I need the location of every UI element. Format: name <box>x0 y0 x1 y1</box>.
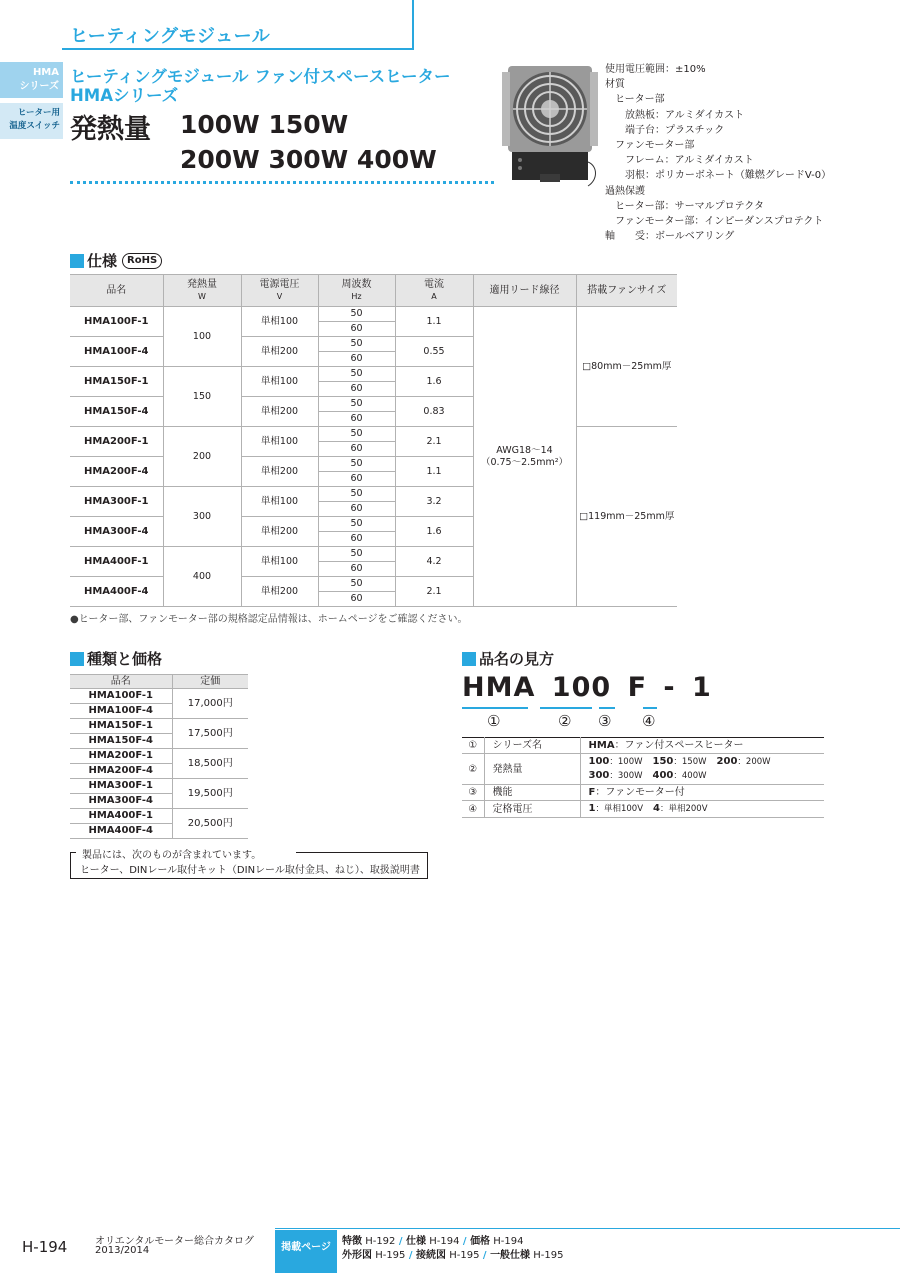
heading-square-icon <box>70 652 84 666</box>
reference-links-row-2 <box>342 1246 563 1261</box>
col-name: 品名 <box>70 275 163 307</box>
frequency-cell: 50 <box>318 427 395 442</box>
frequency-cell: 60 <box>318 322 395 337</box>
current-cell: 3.2 <box>395 487 473 517</box>
voltage-cell: 単相100 <box>241 427 318 457</box>
material-spec-list <box>605 62 831 244</box>
material-line: 過熱保護 <box>605 185 645 197</box>
included-items-text: ヒーター、DINレール取付キット（DINレール取付金具、ねじ）、取扱説明書 <box>80 865 420 876</box>
frequency-cell: 50 <box>318 397 395 412</box>
code-function: F <box>627 672 648 703</box>
price-model-cell: HMA150F-4 <box>70 734 172 749</box>
reference-link[interactable]: 外形図 H-195 <box>342 1250 406 1261</box>
frequency-cell: 60 <box>318 502 395 517</box>
model-name-cell: HMA200F-1 <box>70 427 163 457</box>
switch-tab-line1: ヒーター用 <box>17 108 60 118</box>
model-name-cell: HMA400F-1 <box>70 547 163 577</box>
frequency-cell: 60 <box>318 472 395 487</box>
naming-key: 発熱量 <box>484 754 580 785</box>
reference-link[interactable]: 仕様 H-194 <box>406 1236 460 1247</box>
reference-link[interactable]: 接続図 H-195 <box>416 1250 480 1261</box>
current-cell: 0.83 <box>395 397 473 427</box>
naming-value: 1：単相100V 4：単相200V <box>580 801 824 818</box>
code-dash: - <box>663 672 676 703</box>
heat-cell: 100 <box>163 307 241 367</box>
frequency-cell: 60 <box>318 562 395 577</box>
current-cell: 2.1 <box>395 577 473 607</box>
price-model-cell: HMA100F-1 <box>70 689 172 704</box>
marker-1: ① <box>487 712 501 730</box>
voltage-cell: 単相100 <box>241 307 318 337</box>
material-line: ヒーター部 <box>605 94 665 106</box>
heading-square-icon <box>70 254 84 268</box>
separator: / <box>405 1250 417 1261</box>
model-name-cell: HMA400F-4 <box>70 577 163 607</box>
current-cell: 2.1 <box>395 427 473 457</box>
frequency-cell: 50 <box>318 457 395 472</box>
switch-tab-line2: 温度スイッチ <box>9 121 60 131</box>
material-line: 使用電圧範囲：±10% <box>605 64 706 75</box>
table-row <box>70 307 677 322</box>
naming-key: 機能 <box>484 785 580 801</box>
col-heat: 発熱量 W <box>163 275 241 307</box>
material-line: 材質 <box>605 79 625 91</box>
naming-num: ③ <box>462 785 484 801</box>
price-col-name: 品名 <box>70 675 172 689</box>
heat-cell: 150 <box>163 367 241 427</box>
frequency-cell: 60 <box>318 442 395 457</box>
voltage-cell: 単相200 <box>241 457 318 487</box>
voltage-cell: 単相100 <box>241 367 318 397</box>
price-model-cell: HMA100F-4 <box>70 704 172 719</box>
naming-key: シリーズ名 <box>484 738 580 754</box>
current-cell: 0.55 <box>395 337 473 367</box>
price-model-cell: HMA200F-1 <box>70 749 172 764</box>
frequency-cell: 60 <box>318 532 395 547</box>
product-title: ヒーティングモジュール ファン付スペースヒーター <box>70 67 451 86</box>
price-col-price: 定価 <box>172 675 248 689</box>
reference-link[interactable]: 特徴 H-192 <box>342 1236 396 1247</box>
col-fan: 搭載ファンサイズ <box>576 275 677 307</box>
footer-line <box>275 1228 900 1229</box>
current-cell: 1.6 <box>395 367 473 397</box>
reference-pages-label: 掲載ページ <box>275 1230 337 1273</box>
voltage-cell: 単相200 <box>241 337 318 367</box>
series-tab-line1: HMA <box>32 67 59 78</box>
heat-output-label: 発熱量 <box>70 114 151 145</box>
frequency-cell: 50 <box>318 337 395 352</box>
price-model-cell: HMA400F-1 <box>70 809 172 824</box>
marker-2: ② <box>558 712 572 730</box>
frequency-cell: 50 <box>318 307 395 322</box>
model-name-cell: HMA300F-1 <box>70 487 163 517</box>
model-name-cell: HMA150F-4 <box>70 397 163 427</box>
code-underline-1 <box>462 707 528 709</box>
naming-num: ④ <box>462 801 484 818</box>
frequency-cell: 60 <box>318 352 395 367</box>
heading-square-icon <box>462 652 476 666</box>
price-heading: 種類と価格 <box>70 648 162 669</box>
current-cell: 1.1 <box>395 457 473 487</box>
current-cell: 1.1 <box>395 307 473 337</box>
code-underline-4 <box>643 707 657 709</box>
model-code <box>462 672 712 703</box>
frequency-cell: 50 <box>318 547 395 562</box>
current-cell: 4.2 <box>395 547 473 577</box>
catalog-year: 2013/2014 <box>95 1245 150 1256</box>
temperature-switch-tab[interactable] <box>0 103 63 139</box>
naming-num: ② <box>462 754 484 785</box>
table-row <box>462 754 824 785</box>
table-row <box>462 738 824 754</box>
voltage-cell: 単相100 <box>241 487 318 517</box>
material-line: フレーム：アルミダイカスト <box>605 155 754 167</box>
voltage-cell: 単相200 <box>241 577 318 607</box>
model-name-cell: HMA100F-1 <box>70 307 163 337</box>
marker-3: ③ <box>598 712 612 730</box>
fan-size-cell: □119mm－25mm厚 <box>576 427 677 607</box>
voltage-cell: 単相200 <box>241 517 318 547</box>
wattage-row-1: 100W 150W <box>180 110 349 139</box>
table-row <box>70 779 248 794</box>
price-value-cell: 20,500円 <box>172 809 248 839</box>
naming-value: F：ファンモーター付 <box>580 785 824 801</box>
frequency-cell: 50 <box>318 577 395 592</box>
table-row <box>462 785 824 801</box>
price-value-cell: 17,500円 <box>172 719 248 749</box>
price-value-cell: 19,500円 <box>172 779 248 809</box>
model-name-cell: HMA300F-4 <box>70 517 163 547</box>
reference-link[interactable]: 一般仕様 H-195 <box>490 1250 564 1261</box>
table-row <box>70 427 677 442</box>
material-line: 放熱板：アルミダイカスト <box>605 109 745 121</box>
model-name-cell: HMA150F-1 <box>70 367 163 397</box>
naming-value-line: 100：100W 150：150W 200：200W <box>588 756 771 767</box>
heat-cell: 400 <box>163 547 241 607</box>
model-name-cell: HMA200F-4 <box>70 457 163 487</box>
material-line: ヒーター部：サーマルプロテクタ <box>605 200 764 212</box>
spec-note: ●ヒーター部、ファンモーター部の規格認定品情報は、ホームページをご確認ください。 <box>70 614 468 625</box>
price-value-cell: 18,500円 <box>172 749 248 779</box>
model-name-cell: HMA100F-4 <box>70 337 163 367</box>
col-wire: 適用リード線径 <box>473 275 576 307</box>
frequency-cell: 50 <box>318 367 395 382</box>
code-underline-3 <box>599 707 615 709</box>
frequency-cell: 60 <box>318 412 395 427</box>
series-tab-line2: シリーズ <box>19 81 59 92</box>
heat-cell: 300 <box>163 487 241 547</box>
naming-num: ① <box>462 738 484 754</box>
col-current: 電流 A <box>395 275 473 307</box>
marker-4: ④ <box>642 712 656 730</box>
price-model-cell: HMA150F-1 <box>70 719 172 734</box>
fan-size-cell: □80mm－25mm厚 <box>576 307 677 427</box>
naming-value: HMA：ファン付スペースヒーター <box>580 738 824 754</box>
material-line: 端子台：プラスチック <box>605 124 725 136</box>
table-row <box>70 749 248 764</box>
page-number: H-194 <box>22 1238 68 1256</box>
material-line: 軸 受：ボールベアリング <box>605 231 735 243</box>
series-tab[interactable] <box>0 62 63 98</box>
naming-value-line: 300：300W 400：400W <box>588 770 707 781</box>
dotted-divider <box>70 181 494 184</box>
price-model-cell: HMA300F-4 <box>70 794 172 809</box>
code-series: HMA <box>462 672 536 703</box>
reference-link[interactable]: 価格 H-194 <box>470 1236 524 1247</box>
voltage-cell: 単相200 <box>241 397 318 427</box>
table-row <box>70 719 248 734</box>
price-model-cell: HMA400F-4 <box>70 824 172 839</box>
heater-product-image <box>500 62 600 190</box>
price-table <box>70 674 248 839</box>
code-heat: 100 <box>551 672 612 703</box>
material-line: ファンモーター部：インピーダンスプロテクト <box>605 216 824 228</box>
product-series: HMAシリーズ <box>70 86 179 105</box>
current-cell: 1.6 <box>395 517 473 547</box>
col-volt: 電源電圧 V <box>241 275 318 307</box>
naming-key: 定格電圧 <box>484 801 580 818</box>
table-row <box>70 689 248 704</box>
frequency-cell: 60 <box>318 382 395 397</box>
naming-value <box>580 754 824 785</box>
price-model-cell: HMA300F-1 <box>70 779 172 794</box>
wattage-row-2: 200W 300W 400W <box>180 145 437 174</box>
separator: / <box>459 1236 471 1247</box>
table-row <box>70 809 248 824</box>
wire-gauge-cell: AWG18～14 （0.75～2.5mm²） <box>473 307 576 607</box>
price-value-cell: 17,000円 <box>172 689 248 719</box>
header-title: ヒーティングモジュール <box>70 26 271 47</box>
naming-table <box>462 737 824 818</box>
reference-links-row-1 <box>342 1232 523 1247</box>
spec-table <box>70 274 677 607</box>
separator: / <box>395 1236 407 1247</box>
price-model-cell: HMA200F-4 <box>70 764 172 779</box>
voltage-cell: 単相100 <box>241 547 318 577</box>
code-voltage: 1 <box>692 672 712 703</box>
spec-heading: 仕様 RoHS <box>70 250 162 271</box>
catalog-name: オリエンタルモーター総合カタログ <box>95 1236 254 1247</box>
table-row <box>462 801 824 818</box>
material-line: 羽根：ポリカーボネート（難燃グレードV-0） <box>605 170 832 182</box>
heat-cell: 200 <box>163 427 241 487</box>
frequency-cell: 50 <box>318 517 395 532</box>
frequency-cell: 50 <box>318 487 395 502</box>
code-underline-2 <box>540 707 592 709</box>
included-items-title: 製品には、次のものが含まれています。 <box>78 846 265 861</box>
separator: / <box>479 1250 491 1261</box>
frequency-cell: 60 <box>318 592 395 607</box>
rohs-badge: RoHS <box>122 253 162 269</box>
naming-heading: 品名の見方 <box>462 648 554 669</box>
col-freq: 周波数 Hz <box>318 275 395 307</box>
material-line: ファンモーター部 <box>605 140 695 152</box>
